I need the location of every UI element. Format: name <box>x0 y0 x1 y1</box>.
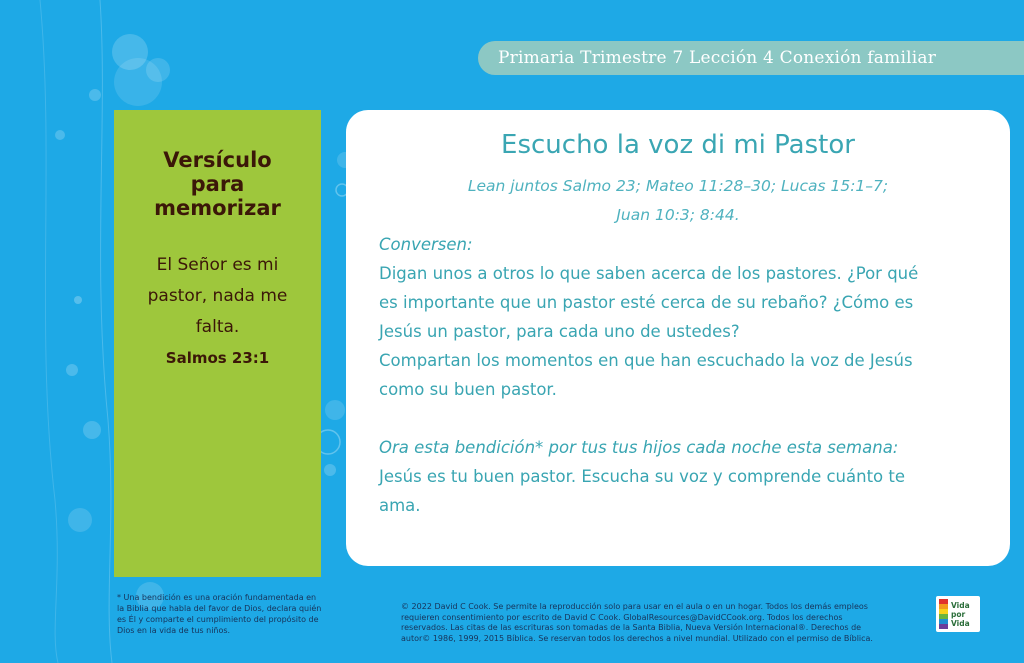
lesson-header-title: Primaria Trimestre 7 Lección 4 Conexión familiar <box>498 48 937 68</box>
memory-verse-reference: Salmos 23:1 <box>165 349 270 367</box>
logo-text-line: Vida <box>951 600 970 610</box>
discussion-section <box>379 230 990 520</box>
prayer-label: Ora esta bendición* por tus tus hijos cada noche esta semana: <box>379 438 899 457</box>
talk-text-line: es importante que un pastor esté cerca de su rebaño? ¿Cómo es <box>379 293 914 312</box>
memory-verse-text <box>128 250 307 374</box>
footnote-line: Dios en la vida de tus niños. <box>117 626 231 635</box>
prayer-text-line: ama. <box>379 496 421 515</box>
copyright-line: © 2022 David C Cook. Se permite la reproducción solo para usar en el aula o en un hogar. Todos los demás empleos <box>401 602 868 611</box>
blessing-footnote <box>117 592 332 636</box>
footnote-line: la Biblia que habla del favor de Dios, declara quién <box>117 604 322 613</box>
footnote-line: * Una bendición es una oración fundamentada en <box>117 593 317 602</box>
logo-color-bars <box>939 599 948 629</box>
talk-text-line: Digan unos a otros lo que saben acerca de los pastores. ¿Por qué <box>379 264 919 283</box>
lesson-title: Escucho la voz di mi Pastor <box>501 130 855 160</box>
prayer-text-line: Jesús es tu buen pastor. Escucha su voz y comprende cuánto te <box>379 467 906 486</box>
family-connection-card <box>346 110 1010 566</box>
memory-verse-line: El Señor es mi <box>156 255 279 275</box>
copyright-line: autor© 1986, 1999, 2015 Bíblica. Se reservan todos los derechos a nivel mundial. Utilizado con el permiso de Bíblica. <box>401 633 873 643</box>
section-spacer <box>379 404 990 433</box>
talk-text-line: Jesús un pastor, para cada uno de ustedes? <box>379 322 740 341</box>
memory-verse-title <box>114 148 321 220</box>
memory-verse-line: falta. <box>195 317 240 337</box>
memory-title-line: Versículo <box>163 148 272 172</box>
footnote-line: es Él y comparte el cumplimiento del propósito de <box>117 615 319 624</box>
lesson-header <box>478 41 1024 75</box>
talk-label: Conversen: <box>379 235 473 254</box>
memory-verse-line: pastor, nada me <box>147 286 288 306</box>
copyright-line: requieren consentimiento por escrito de David C Cook. GlobalResources@DavidCCook.org. Todos los derechos <box>401 612 843 622</box>
logo-bar <box>939 624 948 629</box>
vida-por-vida-logo <box>936 596 980 632</box>
memory-title-line: memorizar <box>154 196 281 220</box>
copyright-notice <box>401 602 931 644</box>
memory-verse-card <box>114 110 321 577</box>
copyright-line: reservados. Las citas de las escrituras son tomadas de la Santa Biblia, Nueva Versión Internacional®. Derechos de <box>401 623 862 632</box>
logo-text <box>951 601 970 628</box>
memory-title-line: para <box>190 172 245 196</box>
scripture-references-line: Lean juntos Salmo 23; Mateo 11:28–30; Lucas 15:1–7; <box>467 177 889 195</box>
talk-text-line: como su buen pastor. <box>379 380 557 399</box>
logo-text-line: Vida <box>951 618 970 628</box>
scripture-references-line: Juan 10:3; 8:44. <box>616 206 740 224</box>
logo-text-line: por <box>951 609 966 619</box>
scripture-references <box>346 172 1010 230</box>
talk-text-line: Compartan los momentos en que han escuchado la voz de Jesús <box>379 351 913 370</box>
